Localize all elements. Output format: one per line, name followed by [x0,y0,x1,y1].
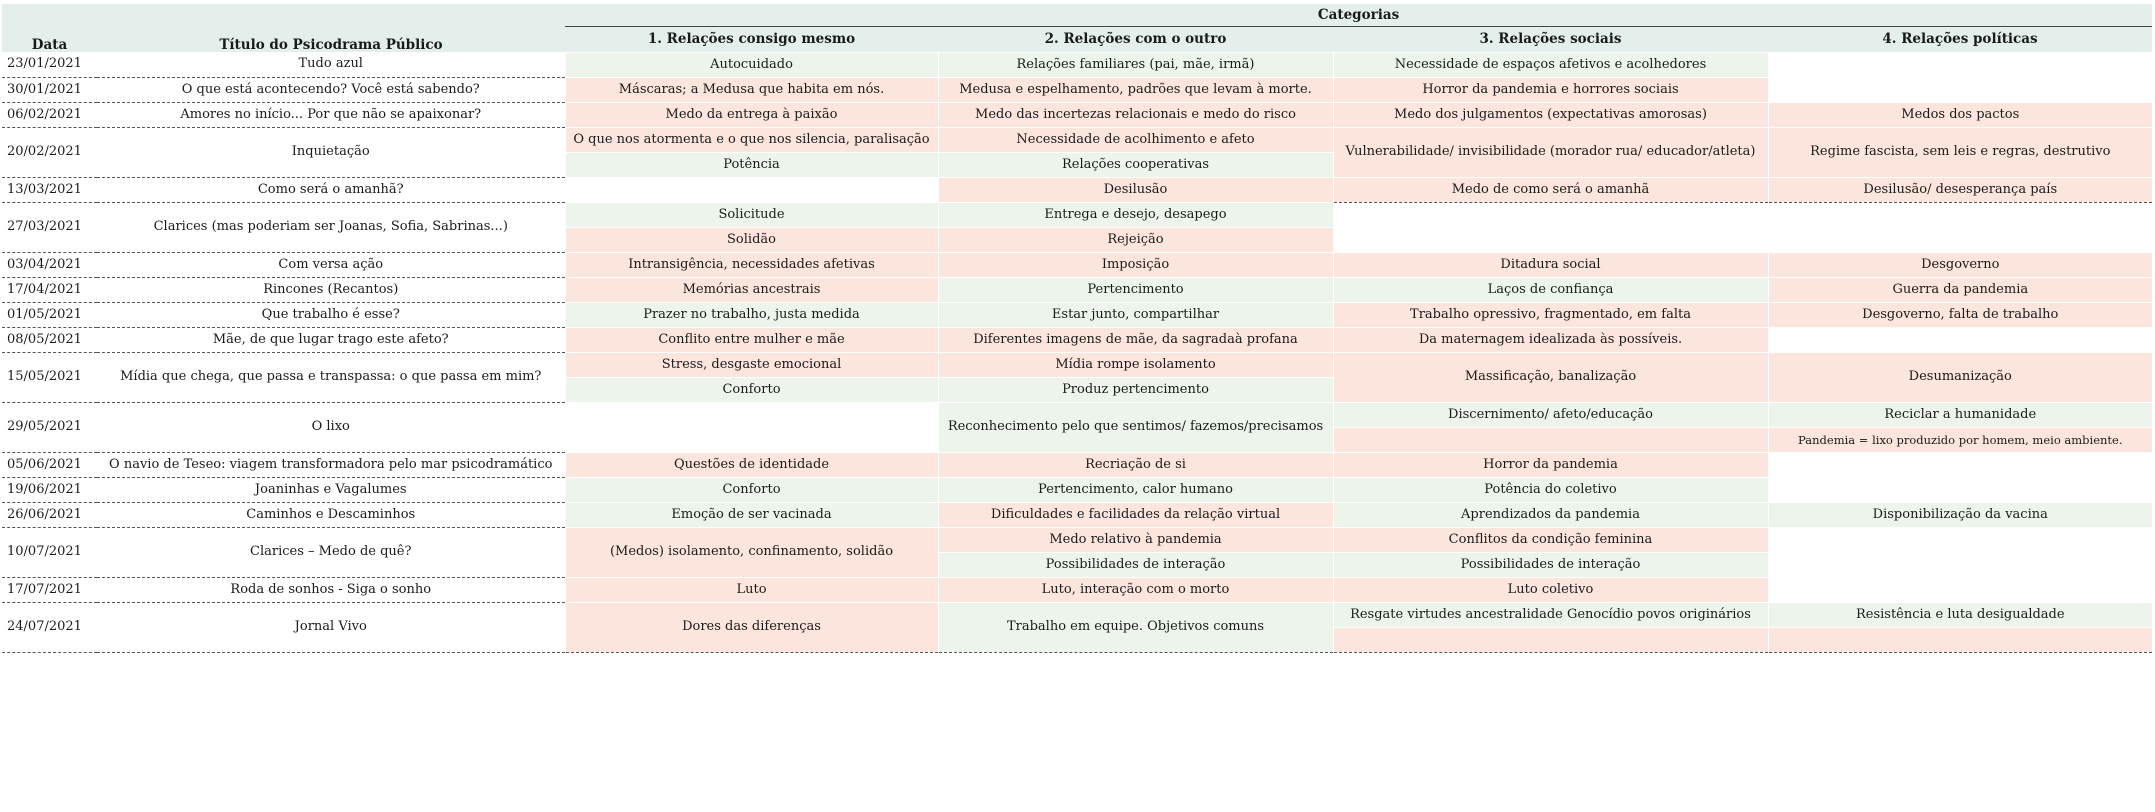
cat1-cell: Questões de identidade [565,452,938,477]
row-date: 05/06/2021 [2,452,97,477]
row-date: 23/01/2021 [2,52,97,77]
cat3-cell: Horror da pandemia [1333,452,1768,477]
cat4-cell [1768,527,2152,577]
cat2-cell: Medo relativo à pandemia [938,527,1333,552]
row-title: O navio de Teseo: viagem transformadora pelo mar psicodramático [97,452,565,477]
psychodrama-table [2,4,2152,653]
cat1-cell [565,177,938,202]
table-row [2,102,2152,127]
row-title: O que está acontecendo? Você está sabendo? [97,77,565,102]
row-date: 15/05/2021 [2,352,97,402]
cat4-cell: Medos dos pactos [1768,102,2152,127]
cat3-cell: Luto coletivo [1333,577,1768,602]
cat1-cell: Conforto [565,377,938,402]
cat2-cell: Medusa e espelhamento, padrões que levam à morte. [938,77,1333,102]
table-row [2,252,2152,277]
cat3-cell [1333,202,1768,252]
cat1-cell: Solicitude [565,202,938,227]
header-categories: Categorias [565,4,2152,27]
cat3-cell: Possibilidades de interação [1333,552,1768,577]
row-date: 19/06/2021 [2,477,97,502]
header-category-4: 4. Relações políticas [1768,27,2152,52]
cat2-cell: Desilusão [938,177,1333,202]
cat3-cell: Da maternagem idealizada às possíveis. [1333,327,1768,352]
cat2-cell: Relações cooperativas [938,152,1333,177]
cat4-cell [1768,627,2152,652]
table-row [2,52,2152,77]
table-row [2,277,2152,302]
cat2-cell: Pertencimento, calor humano [938,477,1333,502]
row-date: 30/01/2021 [2,77,97,102]
cat2-cell: Relações familiares (pai, mãe, irmã) [938,52,1333,77]
header-category-3: 3. Relações sociais [1333,27,1768,52]
table-row [2,402,2152,427]
cat2-cell: Rejeição [938,227,1333,252]
row-title: Mídia que chega, que passa e transpassa: o que passa em mim? [97,352,565,402]
cat1-cell: Dores das diferenças [565,602,938,652]
cat4-cell: Regime fascista, sem leis e regras, destrutivo [1768,127,2152,177]
cat4-cell [1768,577,2152,602]
table-row [2,477,2152,502]
cat4-cell: Guerra da pandemia [1768,277,2152,302]
cat1-cell: O que nos atormenta e o que nos silencia, paralisação [565,127,938,152]
cat3-cell: Discernimento/ afeto/educação [1333,402,1768,427]
header-category-1: 1. Relações consigo mesmo [565,27,938,52]
row-title: Tudo azul [97,52,565,77]
row-title: Amores no início... Por que não se apaixonar? [97,102,565,127]
cat1-cell: Máscaras; a Medusa que habita em nós. [565,77,938,102]
table-row [2,302,2152,327]
cat3-cell: Laços de confiança [1333,277,1768,302]
cat3-cell: Vulnerabilidade/ invisibilidade (morador rua/ educador/atleta) [1333,127,1768,177]
cat1-cell: (Medos) isolamento, confinamento, solidão [565,527,938,577]
cat3-cell: Potência do coletivo [1333,477,1768,502]
cat3-cell: Medo dos julgamentos (expectativas amorosas) [1333,102,1768,127]
row-date: 06/02/2021 [2,102,97,127]
cat1-cell: Stress, desgaste emocional [565,352,938,377]
table-row [2,502,2152,527]
cat2-cell: Entrega e desejo, desapego [938,202,1333,227]
cat2-cell: Medo das incertezas relacionais e medo do risco [938,102,1333,127]
cat3-cell: Medo de como será o amanhã [1333,177,1768,202]
cat4-cell: Disponibilização da vacina [1768,502,2152,527]
table-row [2,577,2152,602]
row-title: Inquietação [97,127,565,177]
cat2-cell: Dificuldades e facilidades da relação virtual [938,502,1333,527]
row-title: Que trabalho é esse? [97,302,565,327]
row-title: Clarices (mas poderiam ser Joanas, Sofia, Sabrinas...) [97,202,565,252]
table-row [2,527,2152,552]
row-title: Jornal Vivo [97,602,565,652]
cat1-cell: Solidão [565,227,938,252]
cat1-cell: Medo da entrega à paixão [565,102,938,127]
cat3-cell: Massificação, banalização [1333,352,1768,402]
row-title: Rincones (Recantos) [97,277,565,302]
cat3-cell: Ditadura social [1333,252,1768,277]
row-title: Clarices – Medo de quê? [97,527,565,577]
cat2-cell: Pertencimento [938,277,1333,302]
cat2-cell: Trabalho em equipe. Objetivos comuns [938,602,1333,652]
cat4-cell: Desilusão/ desesperança país [1768,177,2152,202]
cat2-cell: Produz pertencimento [938,377,1333,402]
cat2-cell: Reconhecimento pelo que sentimos/ fazemos/precisamos [938,402,1333,452]
row-date: 29/05/2021 [2,402,97,452]
row-title: Joaninhas e Vagalumes [97,477,565,502]
table-row [2,202,2152,227]
row-title: Roda de sonhos - Siga o sonho [97,577,565,602]
cat3-cell: Resgate virtudes ancestralidade Genocídio povos originários [1333,602,1768,627]
cat2-cell: Imposição [938,252,1333,277]
table-row [2,327,2152,352]
row-date: 10/07/2021 [2,527,97,577]
cat4-cell [1768,477,2152,502]
cat4-cell: Desumanização [1768,352,2152,402]
header-category-2: 2. Relações com o outro [938,27,1333,52]
cat1-cell: Prazer no trabalho, justa medida [565,302,938,327]
row-date: 17/04/2021 [2,277,97,302]
cat4-cell: Desgoverno [1768,252,2152,277]
cat3-cell: Necessidade de espaços afetivos e acolhedores [1333,52,1768,77]
cat1-cell: Conflito entre mulher e mãe [565,327,938,352]
cat1-cell: Luto [565,577,938,602]
cat1-cell: Autocuidado [565,52,938,77]
cat3-cell: Trabalho opressivo, fragmentado, em falta [1333,302,1768,327]
cat1-cell: Potência [565,152,938,177]
row-date: 03/04/2021 [2,252,97,277]
row-date: 24/07/2021 [2,602,97,652]
cat2-cell: Possibilidades de interação [938,552,1333,577]
cat2-cell: Diferentes imagens de mãe, da sagradaà profana [938,327,1333,352]
cat4-cell: Pandemia = lixo produzido por homem, meio ambiente. [1768,427,2152,452]
cat4-cell [1768,452,2152,477]
table-row [2,127,2152,152]
row-date: 13/03/2021 [2,177,97,202]
row-date: 20/02/2021 [2,127,97,177]
cat4-cell [1768,77,2152,102]
row-date: 08/05/2021 [2,327,97,352]
cat1-cell: Intransigência, necessidades afetivas [565,252,938,277]
cat2-cell: Recriação de si [938,452,1333,477]
row-date: 17/07/2021 [2,577,97,602]
row-title: Caminhos e Descaminhos [97,502,565,527]
row-date: 26/06/2021 [2,502,97,527]
row-title: Com versa ação [97,252,565,277]
cat3-cell: Horror da pandemia e horrores sociais [1333,77,1768,102]
cat2-cell: Mídia rompe isolamento [938,352,1333,377]
cat1-cell: Memórias ancestrais [565,277,938,302]
cat3-cell-empty [1333,627,1768,652]
header-date: Data [2,4,97,52]
cat2-cell: Estar junto, compartilhar [938,302,1333,327]
cat4-cell [1768,327,2152,352]
cat4-cell [1768,202,2152,252]
table-row [2,602,2152,627]
row-title: O lixo [97,402,565,452]
cat1-cell: Emoção de ser vacinada [565,502,938,527]
row-date: 27/03/2021 [2,202,97,252]
cat3-cell: Conflitos da condição feminina [1333,527,1768,552]
cat4-cell [1768,52,2152,77]
cat4-cell: Desgoverno, falta de trabalho [1768,302,2152,327]
cat2-cell: Luto, interação com o morto [938,577,1333,602]
header-title: Título do Psicodrama Público [97,4,565,52]
row-title: Mãe, de que lugar trago este afeto? [97,327,565,352]
row-date: 01/05/2021 [2,302,97,327]
cat2-cell: Necessidade de acolhimento e afeto [938,127,1333,152]
table-row [2,352,2152,377]
cat1-cell: Conforto [565,477,938,502]
cat4-cell: Resistência e luta desigualdade [1768,602,2152,627]
row-title: Como será o amanhã? [97,177,565,202]
table-row [2,452,2152,477]
cat3-cell [1333,427,1768,452]
cat3-cell: Aprendizados da pandemia [1333,502,1768,527]
table-row [2,177,2152,202]
table-row [2,77,2152,102]
cat1-cell [565,402,938,452]
cat4-cell: Reciclar a humanidade [1768,402,2152,427]
